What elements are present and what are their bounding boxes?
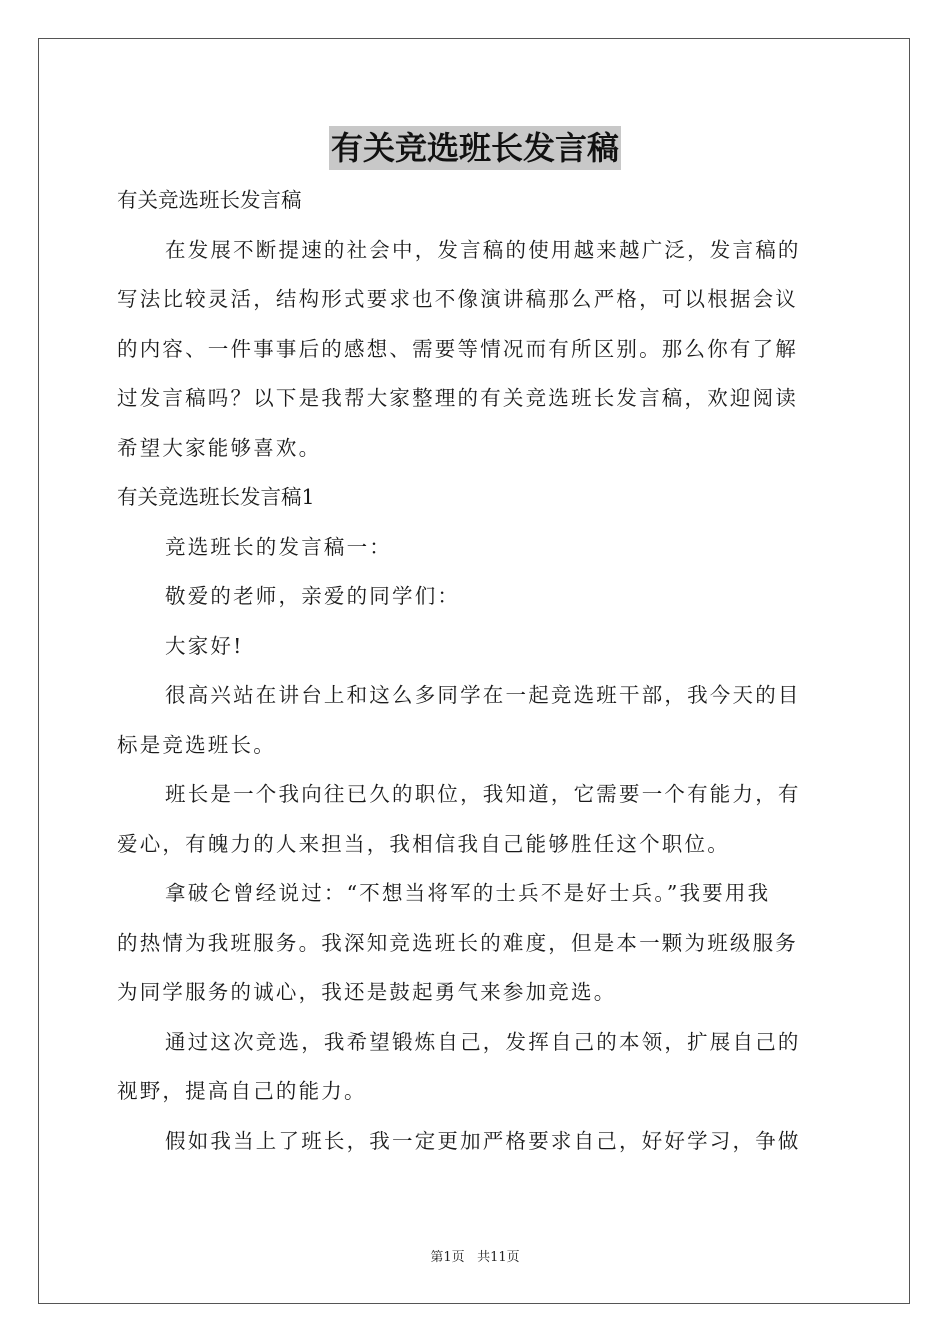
paragraph-line: 希望大家能够喜欢。 [117, 435, 322, 460]
paragraph-line: 的热情为我班服务。我深知竞选班长的难度，但是本一颗为班级服务 [117, 930, 798, 955]
paragraph-line: 标是竞选班长。 [117, 732, 276, 757]
paragraph-line: 的内容、一件事事后的感想、需要等情况而有所区别。那么你有了解 [117, 336, 798, 361]
page-footer [0, 1246, 950, 1265]
subtitle-line: 有关竞选班长发言稿 [117, 188, 302, 212]
paragraph-line: 通过这次竞选，我希望锻炼自己，发挥自己的本领，扩展自己的 [165, 1029, 801, 1054]
paragraph-line: 班长是一个我向往已久的职位，我知道，它需要一个有能力，有 [165, 782, 801, 806]
paragraph-line: 很高兴站在讲台上和这么多同学在一起竞选班干部，我今天的目 [165, 683, 801, 707]
paragraph-line: 敬爱的老师，亲爱的同学们： [165, 584, 461, 608]
paragraph-line: 爱心，有魄力的人来担当，我相信我自己能够胜任这个职位。 [117, 831, 730, 856]
paragraph-line: 在发展不断提速的社会中，发言稿的使用越来越广泛，发言稿的 [165, 237, 801, 262]
title-container [0, 126, 950, 170]
section-heading: 有关竞选班长发言稿1 [117, 485, 315, 509]
paragraph-line: 假如我当上了班长，我一定更加严格要求自己，好好学习，争做 [165, 1128, 801, 1153]
total-pages: 共11页 [477, 1250, 520, 1265]
paragraph-line: 大家好! [165, 633, 244, 658]
paragraph-line: 竞选班长的发言稿一： [165, 534, 392, 559]
paragraph-line: 为同学服务的诚心，我还是鼓起勇气来参加竞选。 [117, 980, 617, 1004]
page-number: 第1页 [430, 1250, 465, 1265]
paragraph-line: 写法比较灵活，结构形式要求也不像演讲稿那么严格，可以根据会议 [117, 287, 798, 311]
paragraph-line: 过发言稿吗？以下是我帮大家整理的有关竞选班长发言稿，欢迎阅读 [117, 386, 798, 410]
document-body [117, 176, 835, 1166]
document-title: 有关竞选班长发言稿 [329, 126, 621, 170]
paragraph-line: 拿破仑曾经说过：“不想当将军的士兵不是好士兵。”我要用我 [165, 881, 771, 905]
paragraph-line: 视野，提高自己的能力。 [117, 1079, 367, 1103]
